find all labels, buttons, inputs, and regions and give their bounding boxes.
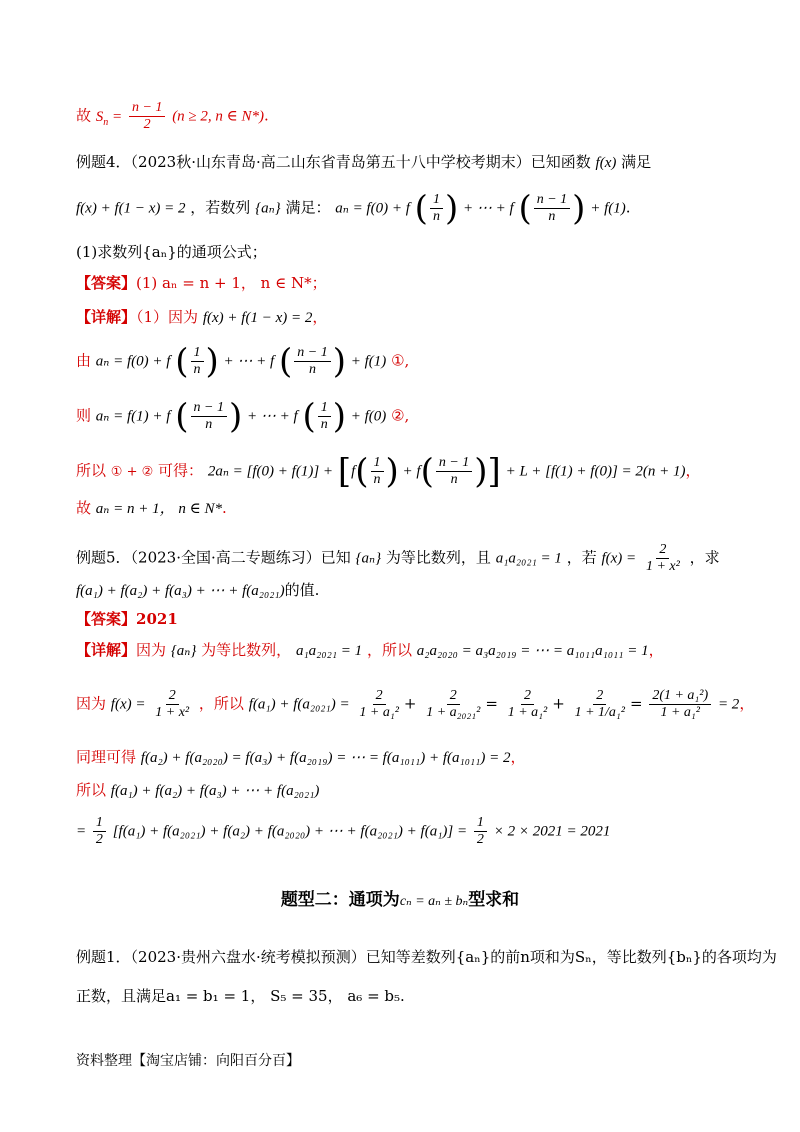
text-geometric: 为等比数列，且 bbox=[385, 548, 491, 567]
example-5-text: 例题5．（2023·全国·高二专题练习）已知 bbox=[76, 548, 351, 567]
math-sum-target: f(a₁) + f(a₂) + f(a₃) + ⋯ + f(a₂₀₂₁) bbox=[76, 583, 285, 599]
fraction-half-2: $\frac{1}{2}$ bbox=[474, 815, 487, 848]
text-you: 由 bbox=[76, 351, 92, 370]
text-comma: ， bbox=[510, 748, 526, 766]
fraction-n-1-over-n: $\frac{n - 1}{n}$ bbox=[436, 455, 472, 488]
text-suoyi: 所以 bbox=[76, 461, 107, 480]
fraction-2-over-1-plus-x2: $\frac{2}{\text{1 + x²}}$ bbox=[645, 542, 680, 574]
marker-1-plus-2: ① + ② bbox=[110, 464, 154, 480]
text-geometric: 为等比数列， bbox=[201, 641, 292, 659]
fraction-1-over-n: $\frac{1}{n}$ bbox=[430, 192, 443, 225]
conclusion-line-4 bbox=[76, 496, 740, 521]
text-value: 的值. bbox=[284, 581, 320, 599]
math-product-chain: a₂a₂₀₂₀ = a₃a₂₀₁₉ = ⋯ = a₁₀₁₁a₁₀₁₁ = 1 bbox=[416, 643, 649, 659]
math-eq2-part1: aₙ = f(1) + f bbox=[95, 408, 171, 425]
fraction-d: $\frac{2}{\text{1 + 1/a₁²}}$ bbox=[574, 688, 625, 720]
math-eq2-part3: + f(0) bbox=[350, 408, 387, 425]
tongli-line bbox=[76, 745, 740, 770]
math-an-result: aₙ = n + 1， n ∈ N* bbox=[95, 501, 222, 517]
text-suoyi: ，所以 bbox=[366, 641, 412, 659]
detail-label: 【详解】 bbox=[76, 308, 137, 326]
fraction-half: $\frac{1}{2}$ bbox=[93, 815, 106, 848]
equation-1-line: 由 aₙ = f(0) + f ( $\frac{1}{n}$ ) + ⋯ + f ( $\frac{n - 1}{n}$ ) + f(1) ①, bbox=[76, 341, 410, 382]
example-4-header bbox=[76, 150, 740, 175]
fraction-n-1-over-n: $\frac{n - 1}{n}$ bbox=[191, 400, 227, 433]
text-if: ，若 bbox=[566, 548, 597, 567]
fraction-n-1-over-n: $\frac{n - 1}{n}$ bbox=[534, 192, 570, 225]
math-an-expr-part3: + f(1) bbox=[590, 200, 626, 217]
math-an-expr-part2: + ⋯ + f bbox=[462, 200, 514, 217]
math-fx-def: f(x) = bbox=[601, 550, 637, 567]
math-fx: f(x) bbox=[595, 155, 617, 171]
answer-label: 【答案】 bbox=[76, 274, 137, 292]
math-result-2: = 2 bbox=[717, 696, 740, 713]
conclusion-line-sn bbox=[76, 100, 740, 135]
math-sn: $S_n$ = bbox=[95, 108, 123, 128]
text-comma: ， bbox=[685, 461, 701, 480]
fraction-a: $\frac{2}{\text{1 + a₁²}}$ bbox=[359, 688, 399, 720]
math-fx-def: f(x) = bbox=[110, 696, 146, 713]
text-comma: ， bbox=[648, 641, 664, 659]
math-eq1-part1: aₙ = f(0) + f bbox=[95, 353, 171, 370]
fraction-e: $\frac{\text{2(1 + a₁²)}}{\text{1 + a₁²}}$ bbox=[649, 688, 711, 721]
question-1: (1)求数列{aₙ}的通项公式； bbox=[76, 243, 267, 261]
example-5-target bbox=[76, 578, 740, 603]
text-yinwei: 因为 bbox=[76, 694, 107, 713]
text-satisfy: 满足 bbox=[621, 153, 652, 171]
answer-line-5 bbox=[76, 607, 740, 631]
example-4-condition: f(x) + f(1 − x) = 2 ，若数列 {aₙ} 满足： aₙ = f(0) + f ( $\frac{1}{n}$ ) + ⋯ + f ( $\frac{n - 1}{n}$ ) + f(1). bbox=[76, 188, 631, 229]
example-1-line-2: 正数，且满足a₁ = b₁ = 1， S₅ = 35， a₆ = b₅. bbox=[76, 987, 405, 1005]
equation-2-line: 则 aₙ = f(1) + f ( $\frac{n - 1}{n}$ ) + ⋯ + f ( $\frac{1}{n}$ ) + f(0) ②, bbox=[76, 396, 410, 437]
marker-circle-1: ①, bbox=[391, 351, 410, 370]
fraction-n-minus-1-over-2: $\frac{n - 1}{2}$ bbox=[129, 100, 165, 133]
math-final-body: [f(a₁) + f(a₂₀₂₁) + f(a₂) + f(a₂₀₂₀) + ⋯ + f(a₂₀₂₁) + f(a₁)] = bbox=[112, 823, 468, 840]
text-find: ，求 bbox=[689, 548, 720, 567]
math-eq1-part3: + f(1) bbox=[350, 353, 387, 370]
detail-line-5 bbox=[76, 638, 740, 663]
text-period: . bbox=[221, 499, 227, 517]
math-condition: (n ≥ 2, n ∈ N*) bbox=[172, 108, 265, 125]
fraction-n-1-over-n: $\frac{n - 1}{n}$ bbox=[294, 345, 330, 378]
text-tongli: 同理可得 bbox=[76, 748, 137, 766]
fraction-2-over-1-plus-x2: $\frac{2}{\text{1 + x²}}$ bbox=[155, 688, 190, 720]
example-1-line-1: 例题1．（2023·贵州六盘水·统考模拟预测）已知等差数列{aₙ}的前n项和为Sₙ，等比数列{bₙ}的各项均为 bbox=[76, 948, 777, 966]
detail-label: 【详解】 bbox=[76, 641, 137, 659]
suoyi-line-5 bbox=[76, 778, 740, 803]
math-sum-target: f(a₁) + f(a₂) + f(a₃) + ⋯ + f(a₂₀₂₁) bbox=[110, 783, 320, 799]
example-5-header bbox=[76, 542, 740, 575]
section-title-math: cₙ = aₙ ± bₙ bbox=[399, 894, 469, 909]
text-yinwei: 因为 bbox=[136, 641, 167, 659]
text-kede: 可得： bbox=[158, 461, 204, 480]
marker-circle-2: ②, bbox=[391, 406, 410, 425]
detail-line-4 bbox=[76, 305, 740, 330]
math-pairs-equal: f(a₂) + f(a₂₀₂₀) = f(a₃) + f(a₂₀₁₉) = ⋯ = f(a₁₀₁₁) + f(a₁₀₁₁) = 2 bbox=[140, 750, 511, 766]
text-suoyi: 所以 bbox=[76, 781, 107, 799]
math-seq-an: {aₙ} bbox=[255, 200, 281, 217]
text-gu: 故 bbox=[76, 499, 92, 517]
final-line bbox=[76, 815, 740, 848]
math-final-tail: × 2 × 2021 = 2021 bbox=[493, 823, 611, 840]
footer-source: 资料整理【淘宝店铺：向阳百分百】 bbox=[76, 1053, 300, 1069]
section-title-part2: 型求和 bbox=[468, 890, 520, 910]
answer-line-4 bbox=[76, 271, 740, 295]
text-suoyi: ，所以 bbox=[198, 694, 244, 713]
yinwei-line: 因为 f(x) = $\frac{2}{\text{1 + x²}}$ ，所以 f(a₁) + f(a₂₀₂₁) = $\frac{2}{\text{1 + a₁²}}$ + $\frac{2}{\text{1 + a₂₀₂₁²}}$ = $\frac{2}{\text{1 + a₁²}}$ + $\frac{2}{\text{1 + 1/a₁²}}$ = $\frac{\text{2(1 + a₁²)}}{\text{1 + a₁²}}$ = 2， bbox=[76, 688, 755, 720]
fraction-1-over-n: $\frac{1}{n}$ bbox=[191, 345, 204, 378]
answer-label: 【答案】 bbox=[76, 610, 137, 628]
math-seq-an: {aₙ} bbox=[355, 550, 382, 567]
math-sum-part1: 2aₙ = [f(0) + f(1)] + bbox=[207, 463, 334, 480]
text-if-seq: ，若数列 bbox=[190, 198, 251, 217]
text-period: . bbox=[264, 106, 269, 125]
fraction-1-over-n: $\frac{1}{n}$ bbox=[318, 400, 331, 433]
math-a1-a2021: a₁a₂₀₂₁ = 1 bbox=[495, 550, 562, 567]
math-eq2-part2: + ⋯ + f bbox=[247, 408, 298, 425]
text-comma: ， bbox=[312, 308, 328, 326]
math-sum-part2: + L + [f(1) + f(0)] = 2(n + 1) bbox=[505, 463, 686, 480]
text-gu: 故 bbox=[76, 106, 92, 125]
math-functional-eq: f(x) + f(1 − x) = 2 bbox=[76, 200, 186, 217]
fraction-1-over-n: $\frac{1}{n}$ bbox=[371, 455, 384, 488]
math-seq-an: {aₙ} bbox=[170, 643, 197, 659]
section-title-part1: 题型二：通项为 bbox=[280, 890, 400, 910]
math-eq1-part2: + ⋯ + f bbox=[223, 353, 275, 370]
fraction-b: $\frac{2}{\text{1 + a₂₀₂₁²}}$ bbox=[426, 688, 481, 720]
math-equals: = bbox=[76, 823, 87, 840]
math-functional-eq-detail: f(x) + f(1 − x) = 2 bbox=[202, 310, 313, 326]
example-4-text: 例题4．（2023秋·山东青岛·高二山东省青岛第五十八中学校考期末）已知函数 bbox=[76, 153, 591, 171]
answer-text: 2021 bbox=[136, 610, 178, 628]
text-satisfies: 满足： bbox=[285, 198, 331, 217]
sum-line: 所以 ① + ② 可得： 2aₙ = [f(0) + f(1)] + [f( $\frac{1}{n}$ ) + f( $\frac{n - 1}{n}$ )] + L + [f(1) + f(0)] = 2(n + 1)， bbox=[76, 451, 701, 492]
text-period: . bbox=[625, 198, 631, 217]
math-an-expr-part1: aₙ = f(0) + f bbox=[335, 200, 410, 217]
math-a1-a2021: a₁a₂₀₂₁ = 1 bbox=[295, 643, 363, 659]
answer-text: (1) aₙ = n + 1， n ∈ N*； bbox=[136, 274, 327, 292]
fraction-c: $\frac{2}{\text{1 + a₁²}}$ bbox=[507, 688, 548, 720]
detail-text: （1）因为 bbox=[136, 308, 199, 326]
text-comma: ， bbox=[739, 694, 755, 713]
math-pair-sum: f(a₁) + f(a₂₀₂₁) = bbox=[248, 696, 350, 713]
text-ze: 则 bbox=[76, 406, 92, 425]
section-title bbox=[0, 885, 800, 910]
